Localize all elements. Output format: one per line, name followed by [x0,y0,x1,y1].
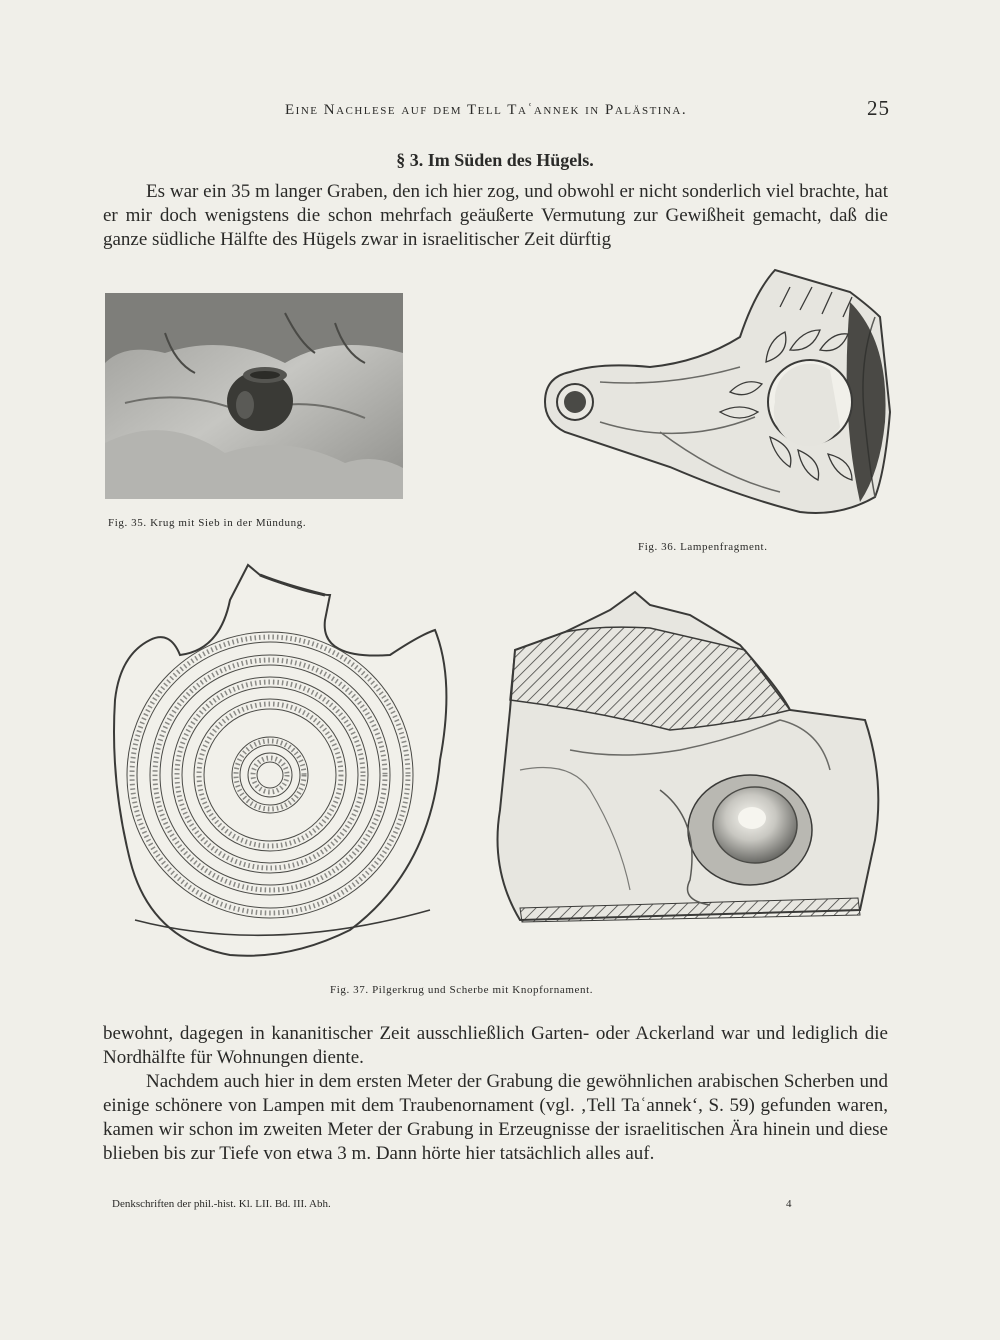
paragraph-1: Es war ein 35 m langer Graben, den ich hier zog, und obwohl er nicht sonderlich viel brachte, hat er mir doch wenigstens die schon mehrfach geäußerte Vermutung zur Gewißheit gemacht, daß die ganze südliche Hälfte des Hügels zwar in israelitischer Zeit dürftig [103,181,888,250]
running-title: Eine Nachlese auf dem Tell Taʿannek in Palästina. [285,102,688,118]
paragraph-2: bewohnt, dagegen in kananitischer Zeit ausschließlich Garten- oder Ackerland war und lediglich die Nordhälfte für Wohnungen diente. [103,1023,888,1068]
footer-signature: 4 [786,1198,792,1210]
figure-36-lamp-drawing [540,262,890,537]
figure-36-caption: Fig. 36. Lampenfragment. [638,541,768,553]
section-title: § 3. Im Süden des Hügels. [396,150,594,170]
page-number: 25 [867,96,890,120]
paragraph-3: Nachdem auch hier in dem ersten Meter der Grabung die gewöhnlichen arabischen Scherben und einige schönere von Lampen mit dem Traubenornament (vgl. ‚Tell Taʿannek‘, S. 59) gefunden waren, kamen wir schon im zweiten Meter der Grabung in Erzeugnisse der israelitischen Ära hinein und diese blieben bis zur Tiefe von etwa 3 m. Dann hörte hier tatsächlich alles auf. [103,1071,888,1164]
figure-37-pilgrim-flask-drawing [110,560,455,965]
footer-series: Denkschriften der phil.-hist. Kl. LII. Bd. III. Abh. [112,1198,331,1210]
figure-37-caption: Fig. 37. Pilgerkrug und Scherbe mit Knopfornament. [330,984,594,996]
figure-35-caption: Fig. 35. Krug mit Sieb in der Mündung. [108,517,307,529]
running-header [100,96,890,126]
figure-35-photo [105,293,403,499]
figure-37-sherd-drawing [480,590,890,935]
